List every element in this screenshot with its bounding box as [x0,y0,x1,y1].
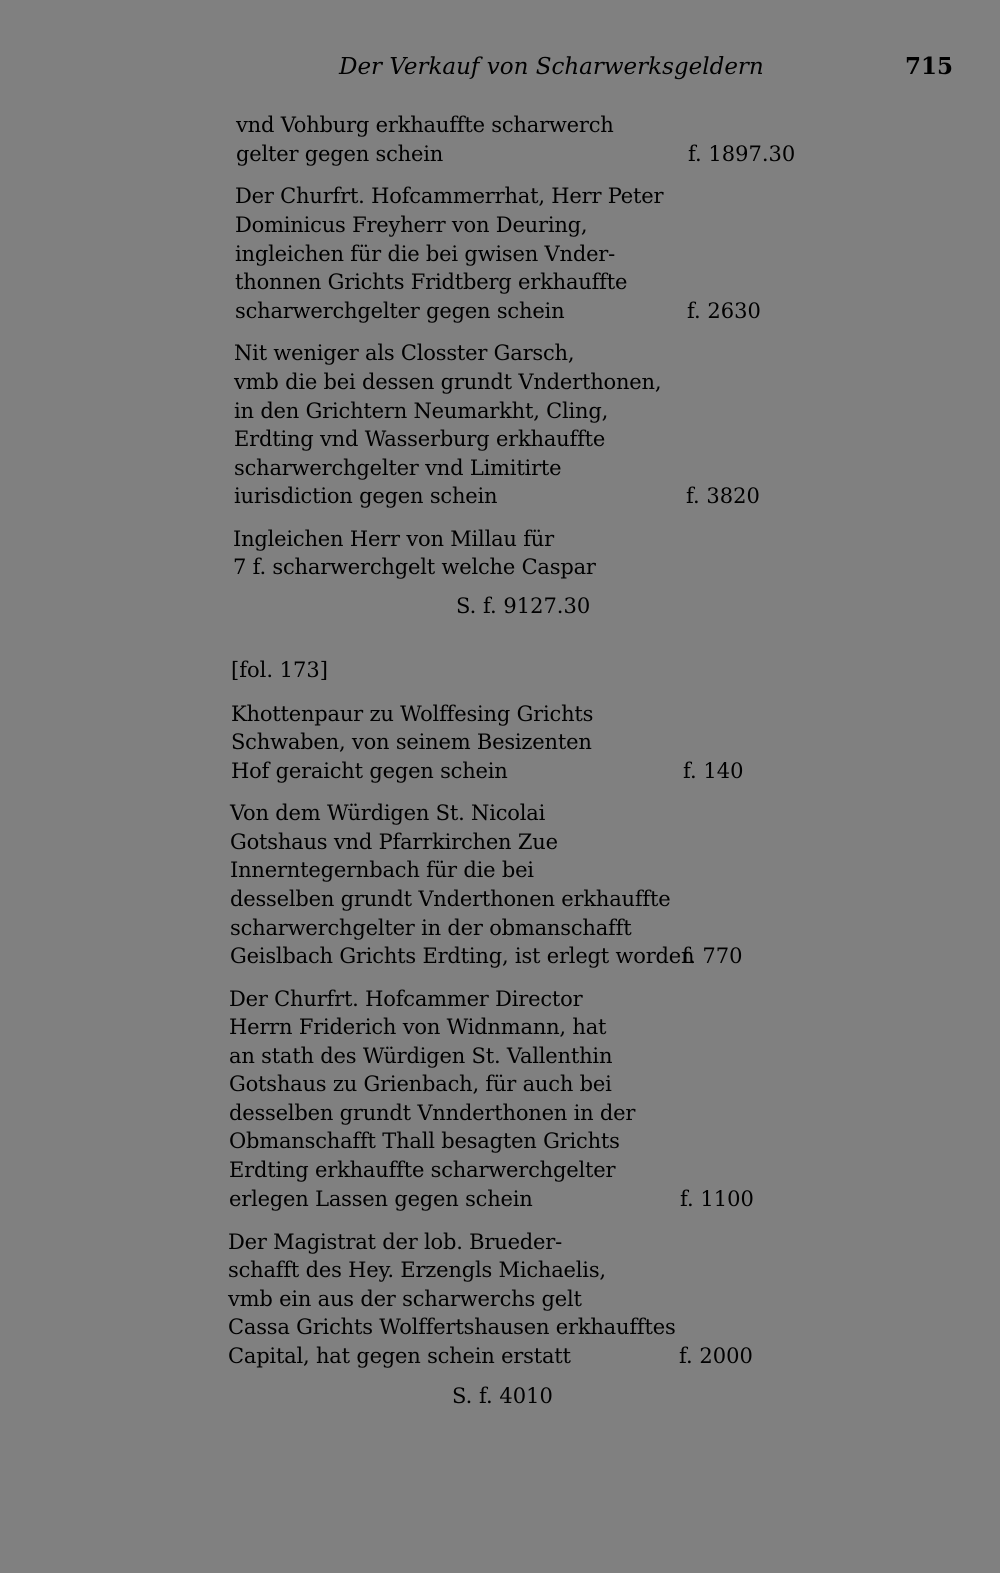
page-number: 715 [905,53,954,80]
entry-amount: f. 1897.30 [688,142,796,166]
entry-amount: f. 770 [682,944,743,968]
entry-line: thonnen Grichts Fridtberg erkhauffte [235,270,628,294]
entry-line: Nit weniger als Closster Garsch, [234,341,575,365]
entry-line: desselben grundt Vnnderthonen in der [229,1101,636,1125]
entry-line: Dominicus Freyherr von Deuring, [235,213,588,237]
entry-line: Der Magistrat der lob. Brueder- [228,1230,563,1254]
entry-amount: f. 3820 [686,484,760,508]
entry-line: Herrn Friderich von Widnmann, hat [229,1015,607,1039]
entry-line: in den Grichtern Neumarkht, Cling, [234,399,609,423]
entry-line: Ingleichen Herr von Millau für [233,527,554,551]
entry-line: Schwaben, von seinem Besizenten [231,730,592,754]
entry-line: desselben grundt Vnderthonen erkhauffte [230,887,671,911]
entry-line: Capital, hat gegen schein erstatt [228,1344,571,1368]
entry-line: Erdting vnd Wasserburg erkhauffte [234,427,606,451]
entry-line: Gotshaus vnd Pfarrkirchen Zue [230,830,558,854]
entry-line: Erdting erkhauffte scharwerchgelter [229,1158,616,1182]
entry-line: gelter gegen schein [236,142,444,166]
subtotal: S. f. 9127.30 [456,594,591,618]
entry-line: erlegen Lassen gegen schein [229,1187,533,1211]
entry-line: vmb die bei dessen grundt Vnderthonen, [234,370,662,394]
entry-line: vmb ein aus der scharwerchs gelt [228,1287,582,1311]
entry-line: Gotshaus zu Grienbach, für auch bei [229,1072,612,1096]
entry-line: Obmanschafft Thall besagten Grichts [229,1129,620,1153]
entry-line: Khottenpaur zu Wolffesing Grichts [231,702,594,726]
entry-line: vnd Vohburg erkhauffte scharwerch [236,113,614,137]
entry-amount: f. 2000 [679,1344,753,1368]
entry-line: Geislbach Grichts Erdting, ist erlegt worden [230,944,695,968]
entry-line: scharwerchgelter vnd Limitirte [234,456,562,480]
entry-line: Innerntegernbach für die bei [230,858,534,882]
entry-line: an stath des Würdigen St. Vallenthin [229,1044,613,1068]
entry-line: 7 f. scharwerchgelt welche Caspar [233,555,596,579]
subtotal: S. f. 4010 [452,1384,553,1408]
entry-amount: f. 2630 [687,299,761,323]
entry-line: ingleichen für die bei gwisen Vnder- [235,242,616,266]
entry-line: Cassa Grichts Wolffertshausen erkhaufftes [228,1315,676,1339]
entry-line: Der Churfrt. Hofcammerrhat, Herr Peter [235,184,664,208]
entry-line: Der Churfrt. Hofcammer Director [229,987,583,1011]
entry-line: iurisdiction gegen schein [234,484,498,508]
running-head-title: Der Verkauf von Scharwerksgeldern [339,54,764,80]
entry-line: scharwerchgelter gegen schein [235,299,565,323]
folio-marker: [fol. 173] [231,658,328,682]
entry-line: Hof geraicht gegen schein [231,759,508,783]
entry-amount: f. 1100 [680,1187,754,1211]
entry-amount: f. 140 [683,759,744,783]
entry-line: scharwerchgelter in der obmanschafft [230,916,632,940]
entry-line: schafft des Hey. Erzengls Michaelis, [228,1258,606,1282]
entry-line: Von dem Würdigen St. Nicolai [230,801,546,825]
